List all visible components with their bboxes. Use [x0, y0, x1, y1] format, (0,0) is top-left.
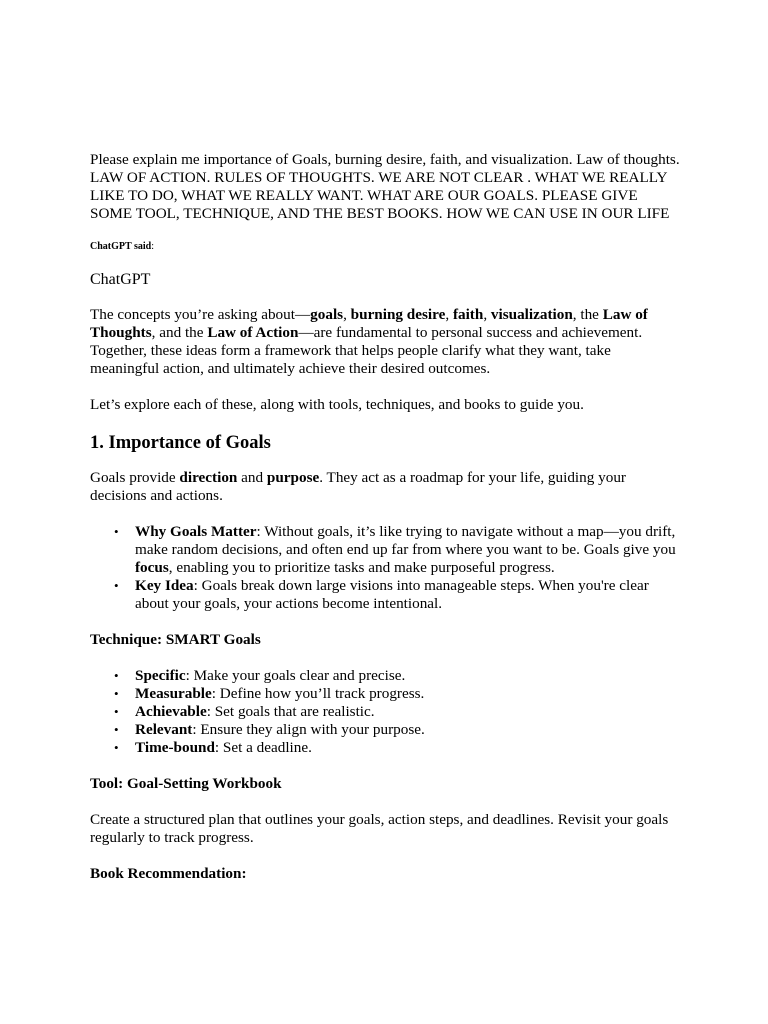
smart-text: : Make your goals clear and precise.: [185, 667, 406, 684]
intro-text: The concepts you’re asking about—: [90, 306, 311, 323]
bullet-text: : Without goals, it’s like trying to navigate without a map—you drift, make random decisions, and often end up far from where you want to be. Goals give you: [135, 523, 676, 558]
speaker-label: [90, 241, 682, 253]
speaker-label-colon: :: [151, 241, 155, 252]
list-item: [135, 577, 682, 613]
goals-bold: direction: [179, 469, 238, 486]
assistant-name: ChatGPT: [90, 271, 151, 288]
tool-paragraph: Create a structured plan that outlines your goals, action steps, and deadlines. Revisit your goals regularly to track progress.: [90, 811, 669, 846]
smart-text: : Ensure they align with your purpose.: [192, 721, 425, 738]
goals-text: Goals provide: [90, 469, 180, 486]
goals-bullet-list: [90, 523, 682, 613]
intro-text: —are fundamental to personal success and achievement. Together, these ideas form a framework that helps people clarify what they want, take meaningful action, and ultimately achieve their desired outcomes.: [90, 324, 643, 377]
list-item: [135, 721, 682, 739]
intro-text: ,: [445, 306, 453, 323]
speaker-label-text: ChatGPT said: [90, 241, 152, 252]
list-item: [135, 739, 682, 757]
intro-text: ,: [343, 306, 351, 323]
smart-text: : Define how you’ll track progress.: [211, 685, 425, 702]
document-body: [90, 151, 682, 901]
goals-text: and: [237, 469, 267, 486]
smart-text: : Set goals that are realistic.: [206, 703, 375, 720]
bullet-label: Key Idea: [135, 577, 194, 594]
intro-text: , and the: [151, 324, 208, 341]
smart-label: Measurable: [135, 685, 212, 702]
bullet-label: Why Goals Matter: [135, 523, 257, 540]
list-item: [135, 523, 682, 577]
smart-label: Achievable: [135, 703, 207, 720]
explore-paragraph: Let’s explore each of these, along with tools, techniques, and books to guide you.: [90, 396, 584, 413]
goals-paragraph: [90, 469, 682, 505]
list-item: [135, 685, 682, 703]
intro-bold: Law of Thoughts: [90, 306, 648, 341]
intro-text: ,: [483, 306, 491, 323]
intro-paragraph: [90, 306, 682, 378]
intro-bold: visualization: [490, 306, 573, 323]
goals-text: . They act as a roadmap for your life, guiding your decisions and actions.: [90, 469, 626, 504]
smart-label: Time-bound: [135, 739, 215, 756]
goals-bold: purpose: [266, 469, 320, 486]
bullet-text: , enabling you to prioritize tasks and make purposeful progress.: [168, 559, 555, 576]
technique-heading: Technique: SMART Goals: [90, 631, 261, 648]
bullet-bold: focus: [135, 559, 169, 576]
intro-bold: burning desire: [350, 306, 446, 323]
user-prompt: Please explain me importance of Goals, burning desire, faith, and visualization. Law of thoughts. LAW OF ACTION. RULES OF THOUGHTS. WE ARE NOT CLEAR . WHAT WE REALLY LIKE TO DO, WHAT WE REALLY WANT. WHAT ARE OUR GOALS. PLEASE GIVE SOME TOOL, TECHNIQUE, AND THE BEST BOOKS. HOW WE CAN USE IN OUR LIFE: [90, 151, 680, 222]
intro-bold: Law of Action: [207, 324, 299, 341]
intro-bold: goals: [310, 306, 344, 323]
smart-goals-list: [90, 667, 682, 757]
section-heading-goals: 1. Importance of Goals: [90, 433, 271, 453]
book-heading: Book Recommendation:: [90, 865, 247, 882]
intro-text: , the: [572, 306, 603, 323]
intro-bold: faith: [452, 306, 484, 323]
smart-label: Specific: [135, 667, 186, 684]
tool-heading: Tool: Goal-Setting Workbook: [90, 775, 282, 792]
smart-label: Relevant: [135, 721, 193, 738]
list-item: [135, 667, 682, 685]
bullet-text: : Goals break down large visions into manageable steps. When you're clear about your goals, your actions become intentional.: [135, 577, 649, 612]
smart-text: : Set a deadline.: [214, 739, 312, 756]
list-item: [135, 703, 682, 721]
